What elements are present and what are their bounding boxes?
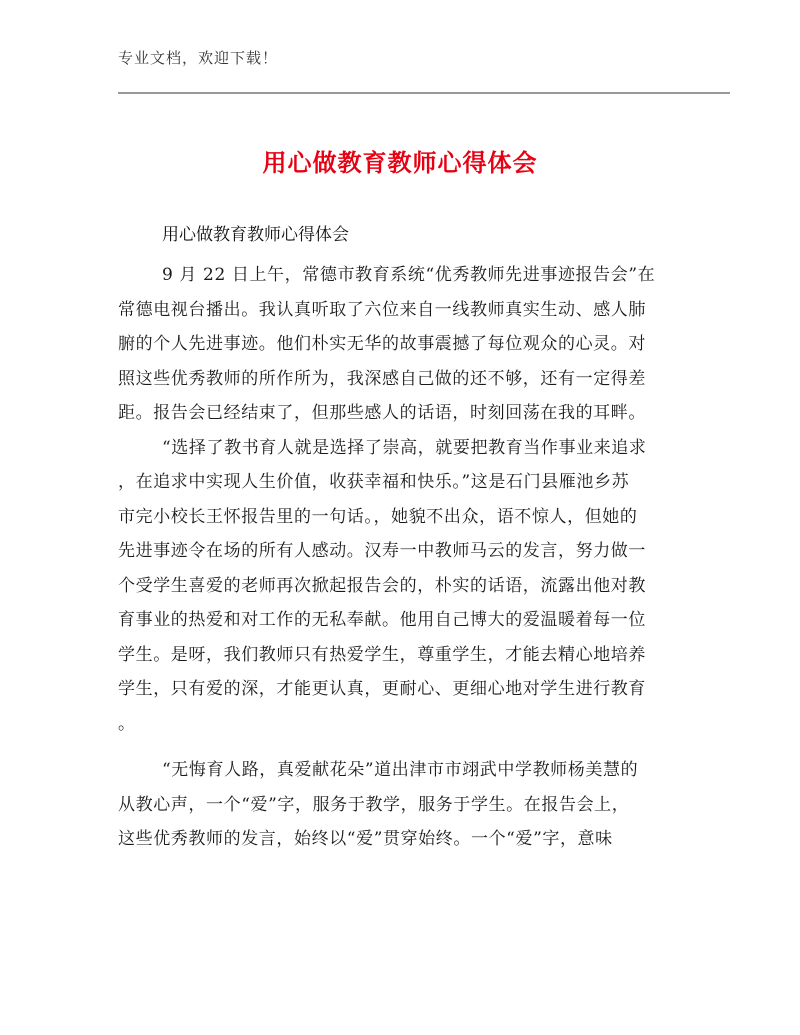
paragraph-line: 个受学生喜爱的老师再次掀起报告会的，朴实的话语，流露出他对教 (118, 575, 646, 596)
header-note: 专业文档，欢迎下载！ (118, 49, 279, 67)
paragraph-line: “选择了教书育人就是选择了崇高，就要把教育当作事业来追求 (162, 437, 647, 458)
paragraph-2 (118, 431, 698, 742)
paragraph-line: 腑的个人先进事迹。他们朴实无华的故事震撼了每位观众的心灵。对 (118, 334, 646, 354)
paragraph-line: 市完小校长王怀报告里的一句话。，她貌不出众，语不惊人，但她的 (118, 506, 638, 527)
paragraph-line: 。 (118, 713, 136, 734)
paragraph-line: 学生，只有爱的深，才能更认真，更耐心、更细心地对学生进行教育 (118, 679, 646, 699)
paragraph-line: 照这些优秀教师的所作所为，我深感自己做的还不够，还有一定得差 (118, 368, 646, 389)
paragraph-line: 先进事迹令在场的所有人感动。汉寿一中教师马云的发言，努力做一 (118, 541, 646, 561)
paragraph-1 (118, 258, 698, 431)
paragraph-line: 常德电视台播出。我认真听取了六位来自一线教师真实生动、感人肺 (118, 299, 646, 320)
paragraph-line: ，在追求中实现人生价值，收获幸福和快乐。”这是石门县雁池乡苏 (118, 472, 630, 492)
paragraph-3 (118, 753, 698, 857)
paragraph-line: 距。报告会已经结束了，但那些感人的话语，时刻回荡在我的耳畔。 (118, 403, 646, 423)
paragraph-line: 从教心声，一个“爱”字，服务于教学，服务于学生。在报告会上， (118, 794, 630, 815)
document-subtitle: 用心做教育教师心得体会 (162, 225, 349, 245)
header-divider (118, 92, 730, 94)
paragraph-spacer (118, 741, 698, 753)
paragraph-line: 学生。是呀，我们教师只有热爱学生，尊重学生，才能去精心地培养 (118, 644, 646, 665)
paragraph-line: “无悔育人路，真爱献花朵”道出津市市翊武中学教师杨美慧的 (162, 760, 639, 780)
paragraph-line: 这些优秀教师的发言，始终以“爱”贯穿始终。一个“爱”字，意味 (118, 829, 613, 849)
document-title: 用心做教育教师心得体会 (262, 149, 538, 177)
paragraph-line: 9 月 22 日上午，常德市教育系统“优秀教师先进事迹报告会”在 (162, 265, 656, 285)
paragraph-line: 育事业的热爱和对工作的无私奉献。他用自己博大的爱温暖着每一位 (118, 610, 646, 630)
document-body (118, 258, 698, 857)
